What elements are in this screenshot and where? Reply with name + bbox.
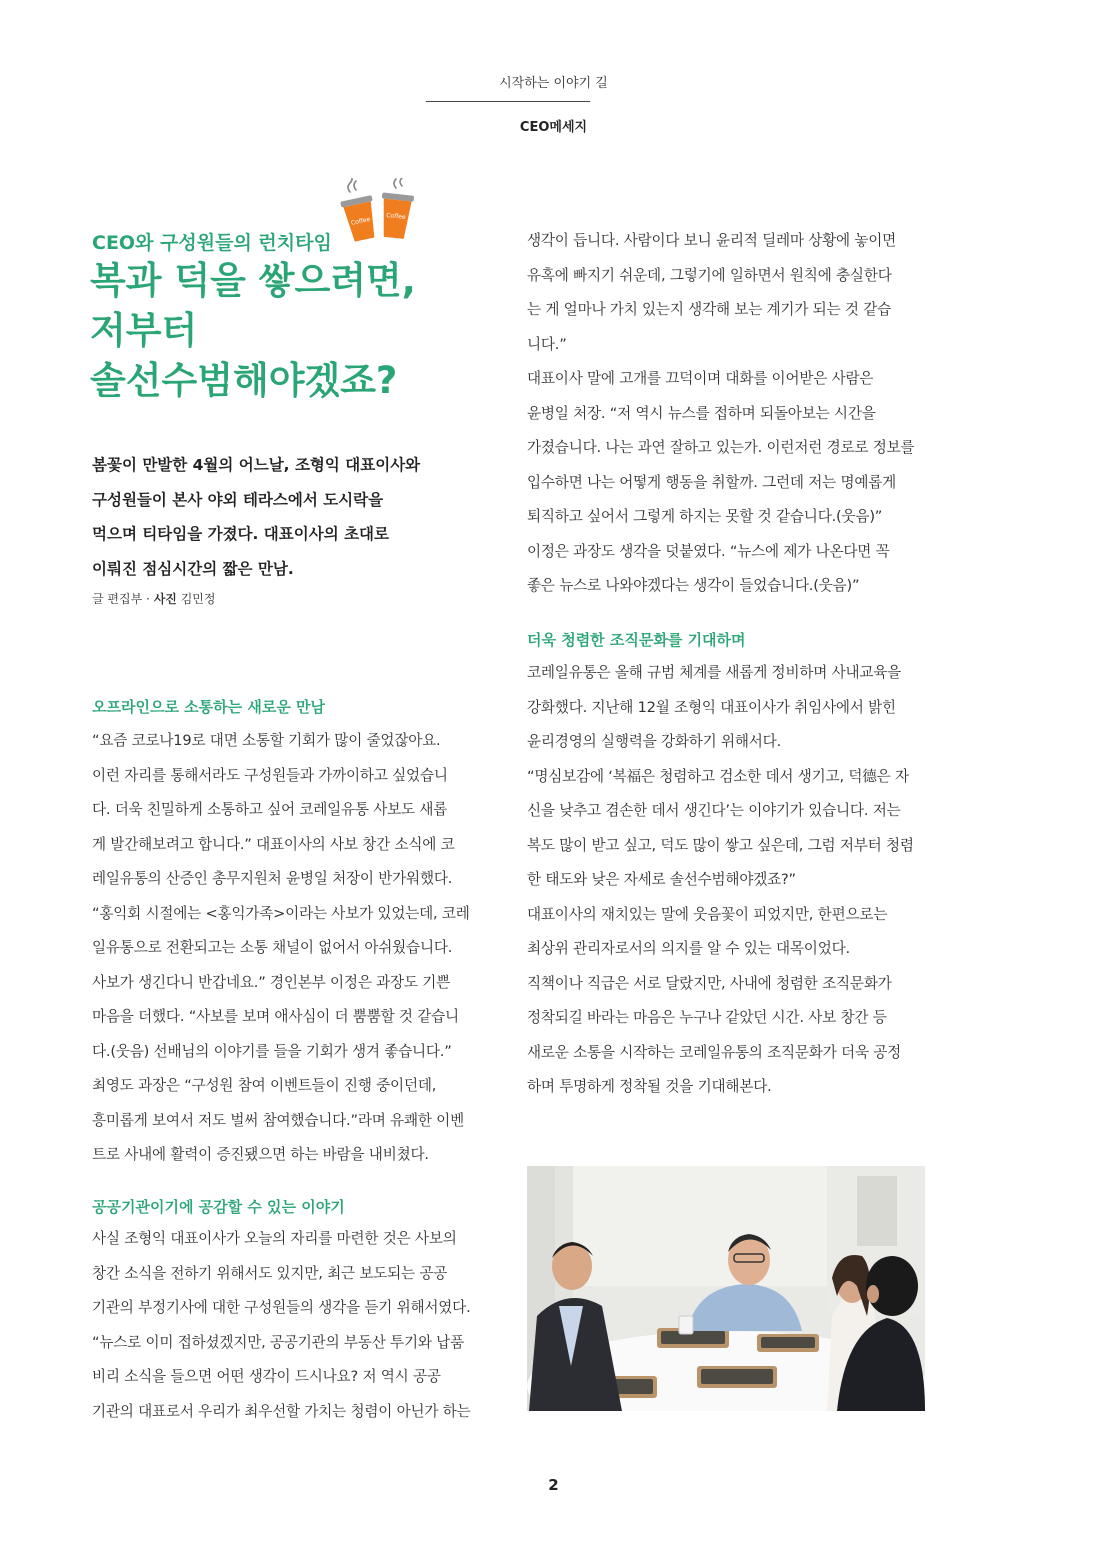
body-line: “뉴스로 이미 접하셨겠지만, 공공기관의 부동산 투기와 납품 xyxy=(92,1333,464,1351)
headline-line: 복과 덕을 쌓으려면, xyxy=(90,259,416,302)
body-line: 퇴직하고 싶어서 그렇게 하지는 못할 것 같습니다.(웃음)” xyxy=(527,508,883,525)
coffee-cups-icon xyxy=(336,178,416,248)
article-lead xyxy=(92,448,492,586)
body-line: 이정은 과장도 생각을 덧붙였다. “뉴스에 제가 나온다면 꼭 xyxy=(527,542,890,560)
section-label: 시작하는 이야기 길 xyxy=(499,76,608,91)
article-credit xyxy=(92,590,215,607)
credit-separator: · xyxy=(146,592,150,606)
body-line: 직책이나 직급은 서로 달랐지만, 사내에 청렴한 조직문화가 xyxy=(527,974,892,992)
headline-line: 저부터 xyxy=(90,309,198,352)
body-line: 윤리경영의 실행력을 강화하기 위해서다. xyxy=(527,733,782,750)
section-heading: 공공기관이기에 공감할 수 있는 이야기 xyxy=(92,1198,345,1216)
section-body xyxy=(92,1222,492,1429)
photo-label: 사진 xyxy=(153,592,177,606)
body-line: 이런 자리를 통해서라도 구성원들과 가까이하고 싶었습니 xyxy=(92,766,448,784)
section-body xyxy=(527,656,927,1105)
body-line: 가졌습니다. 나는 과연 잘하고 있는가. 이런저런 경로로 정보를 xyxy=(527,439,915,456)
body-line: 신을 낮추고 겸손한 데서 생긴다’는 이야기가 있습니다. 저는 xyxy=(527,802,901,819)
header-divider xyxy=(426,101,590,102)
article-kicker: CEO와 구성원들의 런치타임 xyxy=(92,232,332,254)
section-body xyxy=(92,724,492,1173)
body-line: 강화했다. 지난해 12월 조형익 대표이사가 취임사에서 밝힌 xyxy=(527,698,896,716)
body-line: 정착되길 바라는 마음은 누구나 같았던 시간. 사보 창간 등 xyxy=(527,1009,887,1026)
body-line: 한 태도와 낮은 자세로 솔선수범해야겠죠?” xyxy=(527,871,796,888)
body-line: 일유통으로 전환되고는 소통 채널이 없어서 아쉬웠습니다. xyxy=(92,939,453,956)
body-line: 사보가 생긴다니 반갑네요.” 경인본부 이정은 과장도 기쁜 xyxy=(92,973,451,991)
body-line: 트로 사내에 활력이 증진됐으면 하는 바람을 내비쳤다. xyxy=(92,1146,429,1163)
writer-label: 글 xyxy=(92,592,104,606)
body-line: 기관의 부정기사에 대한 구성원들의 생각을 듣기 위해서였다. xyxy=(92,1299,471,1316)
body-line: 새로운 소통을 시작하는 코레일유통의 조직문화가 더욱 공정 xyxy=(527,1043,902,1061)
body-line: 최상위 관리자로서의 의지를 알 수 있는 대목이었다. xyxy=(527,940,850,957)
body-line: 흥미롭게 보여서 저도 벌써 참여했습니다.”라며 유쾌한 이벤 xyxy=(92,1111,464,1129)
lunch-meeting-photo xyxy=(527,1166,925,1411)
body-line: 코레일유통은 올해 규범 체계를 새롭게 정비하며 사내교육을 xyxy=(527,664,902,681)
lead-line: 이뤄진 점심시간의 짧은 만남. xyxy=(92,559,294,578)
body-line: 다.(웃음) 선배님의 이야기를 들을 기회가 생겨 좋습니다.” xyxy=(92,1042,452,1060)
body-line: “명심보감에 ‘복福은 청렴하고 검소한 데서 생기고, 덕德은 자 xyxy=(527,767,909,785)
lead-line: 봄꽃이 만발한 4월의 어느날, 조형익 대표이사와 xyxy=(92,456,421,474)
body-line: 니다.” xyxy=(527,335,567,353)
cup-label-left: Coffee xyxy=(350,215,371,227)
photographer-name: 김민정 xyxy=(180,592,216,606)
body-line: 사실 조형익 대표이사가 오늘의 자리를 마련한 것은 사보의 xyxy=(92,1230,457,1247)
body-line: 유혹에 빠지기 쉬운데, 그렇기에 일하면서 원칙에 충실한다 xyxy=(527,266,892,284)
headline-line: 솔선수범해야겠죠? xyxy=(90,359,398,402)
body-line: 대표이사 말에 고개를 끄덕이며 대화를 이어받은 사람은 xyxy=(527,370,874,387)
body-line: 레일유통의 산증인 총무지원처 윤병일 처장이 반가워했다. xyxy=(92,870,453,887)
body-line: 기관의 대표로서 우리가 최우선할 가치는 청렴이 아닌가 하는 xyxy=(92,1402,471,1420)
writer-name: 편집부 xyxy=(107,592,143,606)
body-line: 다. 더욱 친밀하게 소통하고 싶어 코레일유통 사보도 새롭 xyxy=(92,801,448,818)
body-line: 복도 많이 받고 싶고, 덕도 많이 쌓고 싶은데, 그럼 저부터 청렴 xyxy=(527,836,914,854)
body-line: “요즘 코로나19로 대면 소통할 기회가 많이 줄었잖아요. xyxy=(92,732,441,749)
section-heading: 오프라인으로 소통하는 새로운 만남 xyxy=(92,698,326,716)
lead-line: 먹으며 티타임을 가졌다. 대표이사의 초대로 xyxy=(92,525,389,543)
lead-line: 구성원들이 본사 야외 테라스에서 도시락을 xyxy=(92,490,384,509)
body-line: 비리 소식을 들으면 어떤 생각이 드시나요? 저 역시 공공 xyxy=(92,1368,441,1385)
body-line: 대표이사의 재치있는 말에 웃음꽃이 피었지만, 한편으로는 xyxy=(527,905,888,923)
section-heading: 더욱 청렴한 조직문화를 기대하며 xyxy=(527,631,746,649)
subsection-label: CEO메세지 xyxy=(519,120,588,135)
body-line: 좋은 뉴스로 나와야겠다는 생각이 들었습니다.(웃음)” xyxy=(527,577,860,594)
body-line: 마음을 더했다. “사보를 보며 애사심이 더 뿜뿜할 것 같습니 xyxy=(92,1008,459,1025)
page-number: 2 xyxy=(548,1476,559,1494)
body-line: 하며 투명하게 정착될 것을 기대해본다. xyxy=(527,1078,772,1095)
body-line: 최영도 과장은 “구성원 참여 이벤트들이 진행 중이던데, xyxy=(92,1077,437,1094)
article-headline xyxy=(90,256,510,406)
body-line: 윤병일 처장. “저 역시 뉴스를 접하며 되돌아보는 시간을 xyxy=(527,404,876,422)
body-line: 생각이 듭니다. 사람이다 보니 윤리적 딜레마 상황에 놓이면 xyxy=(527,232,897,249)
body-line: 게 발간해보려고 합니다.” 대표이사의 사보 창간 소식에 코 xyxy=(92,835,455,853)
body-line: 입수하면 나는 어떻게 행동을 취할까. 그런데 저는 명예롭게 xyxy=(527,473,897,491)
cup-label-right: Coffee xyxy=(385,212,406,221)
body-line: “홍익회 시절에는 <홍익가족>이라는 사보가 있었는데, 코레 xyxy=(92,904,470,922)
body-line: 창간 소식을 전하기 위해서도 있지만, 최근 보도되는 공공 xyxy=(92,1264,448,1282)
body-line: 는 게 얼마나 가치 있는지 생각해 보는 계기가 되는 것 같습 xyxy=(527,301,892,318)
section-body xyxy=(527,224,927,604)
